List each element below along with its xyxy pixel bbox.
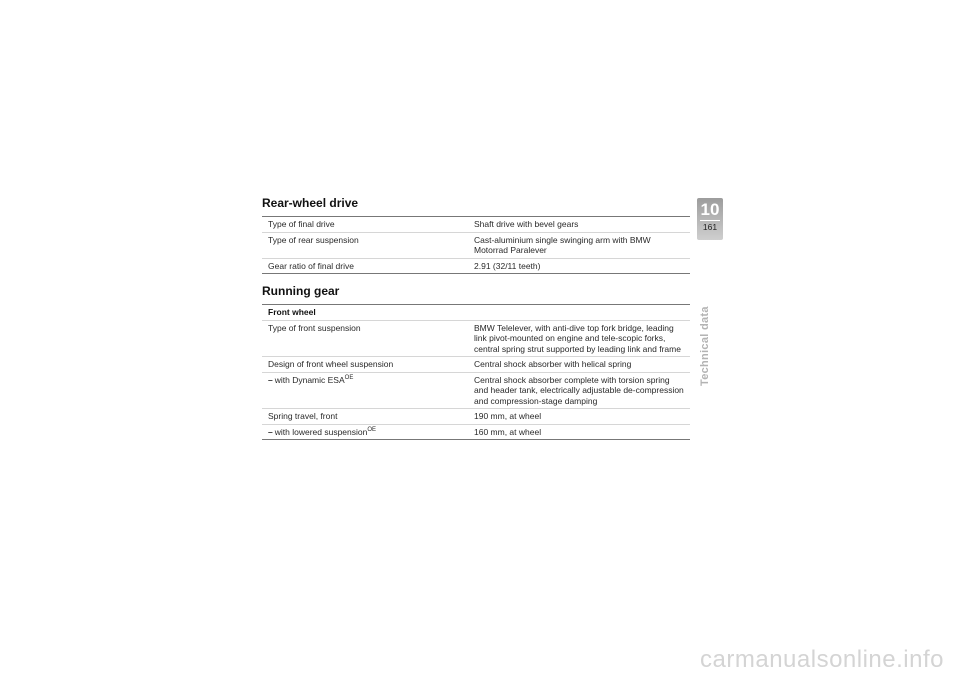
chapter-number: 10	[700, 200, 720, 219]
row-label: Gear ratio of final drive	[262, 258, 468, 274]
chapter-tab	[697, 198, 723, 240]
chapter-divider	[700, 220, 720, 221]
row-value: 160 mm, at wheel	[468, 424, 690, 440]
table-row	[262, 357, 690, 373]
page-number: 161	[702, 222, 718, 232]
row-label: Design of front wheel suspension	[262, 357, 468, 373]
table-row	[262, 424, 690, 440]
row-value: Cast-aluminium single swinging arm with BMW Motorrad Paralever	[468, 232, 690, 258]
row-label: Type of rear suspension	[262, 232, 468, 258]
row-label-cell	[262, 372, 468, 409]
row-label: with Dynamic ESA	[274, 374, 345, 385]
oe-superscript: OE	[367, 426, 377, 433]
dash-marker: –	[268, 374, 273, 385]
table-row	[262, 232, 690, 258]
section-title-running-gear: Running gear	[262, 284, 340, 298]
table-row	[262, 217, 690, 233]
running-gear-table	[262, 304, 690, 440]
row-label-cell	[262, 424, 468, 440]
table-row	[262, 372, 690, 409]
row-value: BMW Telelever, with anti-dive top fork bridge, leading link pivot-mounted on engine and tele-scopic forks, central spring strut supported by leading link and frame	[468, 320, 690, 357]
section-title-rear-wheel-drive: Rear-wheel drive	[262, 196, 359, 210]
row-value: Shaft drive with bevel gears	[474, 219, 579, 229]
row-value: 2.91 (32/11 teeth)	[468, 258, 690, 274]
watermark-text: carmanualsonline.info	[700, 646, 944, 673]
row-value: Central shock absorber with helical spring	[468, 357, 690, 373]
subheading-front-wheel: Front wheel	[268, 307, 316, 317]
table-row	[262, 258, 690, 274]
row-value: 190 mm, at wheel	[468, 409, 690, 425]
chapter-label-vertical: Technical data	[699, 306, 711, 386]
row-label: Type of front suspension	[262, 320, 468, 357]
table-row	[262, 409, 690, 425]
row-label: Type of final drive	[268, 219, 335, 229]
chapter-badge	[697, 198, 723, 240]
row-label: Spring travel, front	[262, 409, 468, 425]
row-value: Central shock absorber complete with torsion spring and header tank, electrically adjustable de-compression and compression-stage damping	[468, 372, 690, 409]
table-subheading-row	[262, 305, 690, 321]
rear-wheel-drive-table	[262, 216, 690, 274]
table-row	[262, 320, 690, 357]
dash-marker: –	[268, 426, 273, 437]
oe-superscript: OE	[344, 374, 354, 381]
row-label: with lowered suspension	[274, 426, 368, 437]
document-content	[262, 196, 690, 440]
